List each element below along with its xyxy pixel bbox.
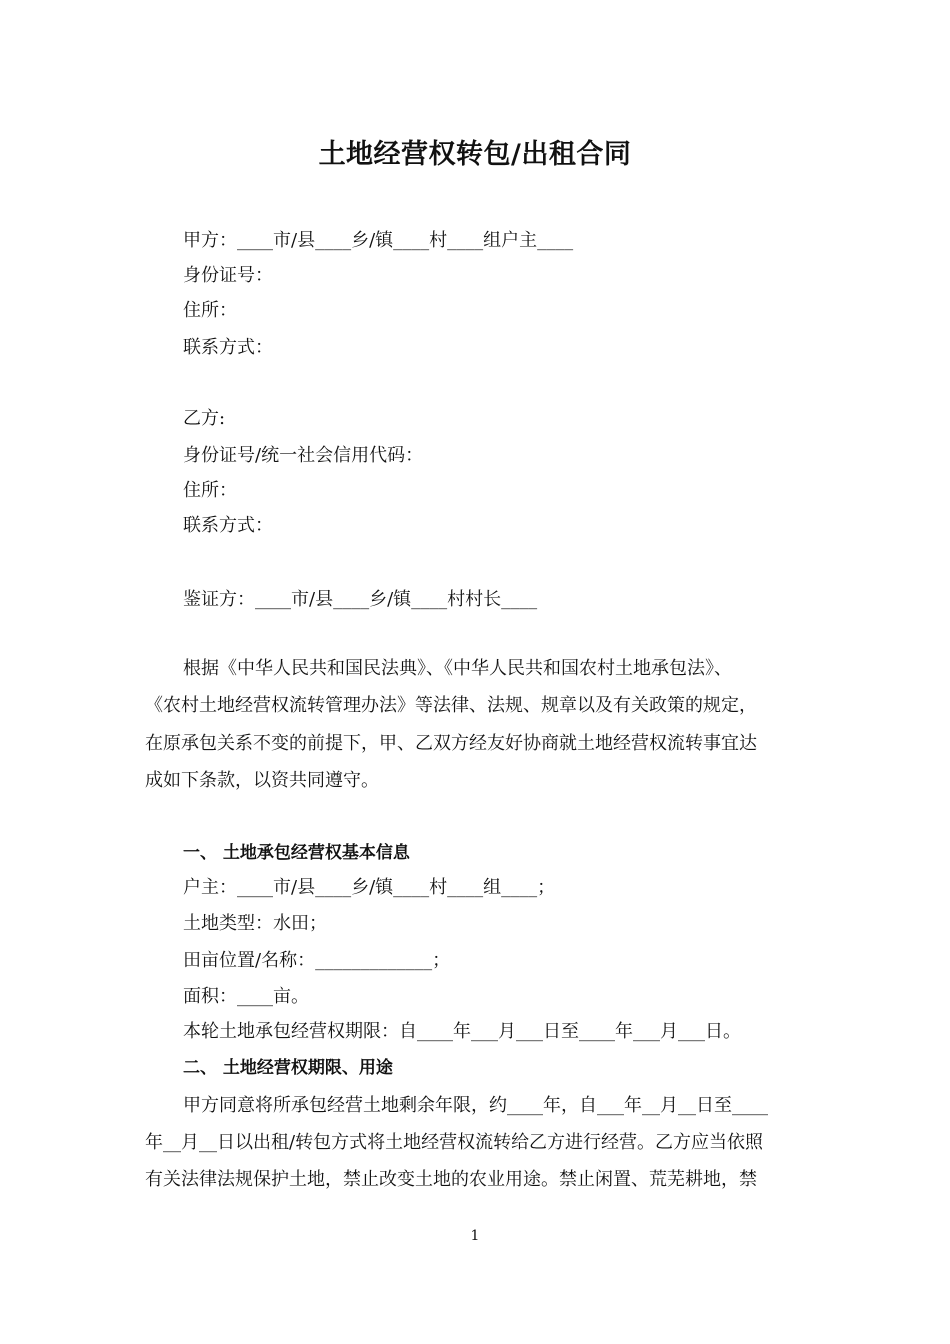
section-2-line: 年__月__日以出租/转包方式将土地经营权流转给乙方进行经营。乙方应当依照 bbox=[145, 1132, 764, 1153]
party-a-address: 住所： bbox=[183, 300, 237, 321]
preamble-line: 在原承包关系不变的前提下，甲、乙双方经友好协商就土地经营权流转事宜达 bbox=[145, 733, 757, 754]
section-2-line: 甲方同意将所承包经营土地剩余年限，约____年，自___年__月__日至____ bbox=[183, 1095, 768, 1116]
section-1-heading: 一、 土地承包经营权基本信息 bbox=[183, 843, 410, 863]
document-title: 土地经营权转包/出租合同 bbox=[318, 139, 632, 170]
household-line: 户主：____市/县____乡/镇____村____组____； bbox=[183, 877, 556, 898]
party-b-contact: 联系方式： bbox=[183, 515, 273, 536]
party-a-id-number: 身份证号： bbox=[183, 265, 273, 286]
preamble-line: 《农村土地经营权流转管理办法》等法律、法规、规章以及有关政策的规定， bbox=[145, 695, 757, 716]
preamble-line: 根据《中华人民共和国民法典》、《中华人民共和国农村土地承包法》、 bbox=[183, 658, 732, 679]
page-number: 1 bbox=[470, 1228, 480, 1244]
section-2-heading: 二、 土地经营权期限、用途 bbox=[183, 1058, 393, 1078]
party-b-id-number: 身份证号/统一社会信用代码： bbox=[183, 445, 424, 466]
term-line: 本轮土地承包经营权期限：自____年___月___日至____年___月___日。 bbox=[183, 1021, 741, 1042]
party-b-line: 乙方: bbox=[183, 408, 226, 429]
location-line: 田亩位置/名称：_____________； bbox=[183, 950, 451, 971]
party-b-address: 住所： bbox=[183, 480, 237, 501]
section-2-line: 有关法律法规保护土地，禁止改变土地的农业用途。禁止闲置、荒芜耕地，禁 bbox=[145, 1169, 757, 1190]
party-a-line: 甲方：____市/县____乡/镇____村____组户主____ bbox=[183, 230, 574, 251]
party-a-contact: 联系方式： bbox=[183, 337, 273, 358]
land-type-line: 土地类型：水田； bbox=[183, 913, 327, 934]
verifier-line: 鉴证方：____市/县____乡/镇____村村长____ bbox=[183, 589, 538, 610]
area-line: 面积：____亩。 bbox=[183, 986, 309, 1007]
preamble-line: 成如下条款，以资共同遵守。 bbox=[145, 770, 379, 791]
